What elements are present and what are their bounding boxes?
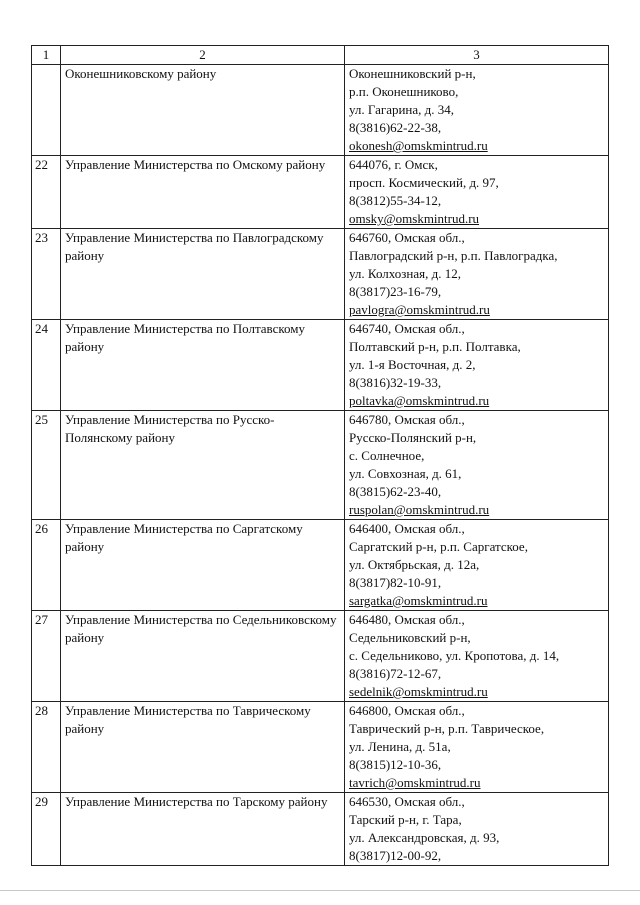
column-header-name: 2 — [61, 46, 345, 65]
address-line: р.п. Оконешниково, — [349, 84, 459, 99]
address-line: ул. 1-я Восточная, д. 2, — [349, 357, 476, 372]
address-line: Таврический р-н, р.п. Таврическое, — [349, 721, 545, 736]
row-number: 22 — [32, 156, 61, 229]
office-name: Управление Министерства по Русско-Полянскому району — [61, 411, 345, 520]
email-link[interactable]: sedelnik@omskmintrud.ru — [349, 684, 488, 699]
office-address — [345, 702, 609, 793]
table-row — [32, 320, 609, 411]
address-line: 8(3816)72-12-67, — [349, 666, 442, 681]
address-line: 646480, Омская обл., — [349, 612, 465, 627]
address-line: Русско-Полянский р-н, — [349, 430, 477, 445]
email-link[interactable]: sargatka@omskmintrud.ru — [349, 593, 488, 608]
address-line: 8(3815)12-10-36, — [349, 757, 442, 772]
office-address — [345, 320, 609, 411]
email-link[interactable]: okonesh@omskmintrud.ru — [349, 138, 488, 153]
row-number: 27 — [32, 611, 61, 702]
address-line: 8(3817)82-10-91, — [349, 575, 442, 590]
table-row — [32, 156, 609, 229]
address-line: 646760, Омская обл., — [349, 230, 465, 245]
address-line: 646780, Омская обл., — [349, 412, 465, 427]
office-name: Управление Министерства по Павлоградскому району — [61, 229, 345, 320]
table-row — [32, 702, 609, 793]
address-line: Тарский р-н, г. Тара, — [349, 812, 462, 827]
email-link[interactable]: pavlogra@omskmintrud.ru — [349, 302, 490, 317]
address-line: ул. Гагарина, д. 34, — [349, 102, 455, 117]
office-address — [345, 611, 609, 702]
address-line: 646740, Омская обл., — [349, 321, 465, 336]
row-number: 29 — [32, 793, 61, 866]
address-line: ул. Октябрьская, д. 12а, — [349, 557, 480, 572]
table-body — [32, 65, 609, 866]
office-name: Управление Министерства по Тарскому району — [61, 793, 345, 866]
office-address — [345, 65, 609, 156]
row-number: 23 — [32, 229, 61, 320]
office-name: Оконешниковскому району — [61, 65, 345, 156]
address-line: ул. Совхозная, д. 61, — [349, 466, 462, 481]
office-address — [345, 156, 609, 229]
address-line: 646800, Омская обл., — [349, 703, 465, 718]
office-name: Управление Министерства по Седельниковскому району — [61, 611, 345, 702]
office-address — [345, 793, 609, 866]
office-name: Управление Министерства по Саргатскому району — [61, 520, 345, 611]
address-line: 644076, г. Омск, — [349, 157, 438, 172]
address-line: 8(3817)23-16-79, — [349, 284, 442, 299]
address-line: 646400, Омская обл., — [349, 521, 465, 536]
office-address — [345, 411, 609, 520]
address-line: Саргатский р-н, р.п. Саргатское, — [349, 539, 528, 554]
office-name: Управление Министерства по Полтавскому району — [61, 320, 345, 411]
row-number: 24 — [32, 320, 61, 411]
row-number — [32, 65, 61, 156]
address-line: 8(3815)62-23-40, — [349, 484, 442, 499]
table-row — [32, 65, 609, 156]
table-row — [32, 520, 609, 611]
row-number: 26 — [32, 520, 61, 611]
address-line: Седельниковский р-н, — [349, 630, 471, 645]
address-line: ул. Ленина, д. 51а, — [349, 739, 451, 754]
table-row — [32, 793, 609, 866]
address-line: с. Солнечное, — [349, 448, 425, 463]
address-line: ул. Колхозная, д. 12, — [349, 266, 461, 281]
column-header-number: 1 — [32, 46, 61, 65]
address-line: 646530, Омская обл., — [349, 794, 465, 809]
address-line: 8(3816)32-19-33, — [349, 375, 442, 390]
address-line: Полтавский р-н, р.п. Полтавка, — [349, 339, 521, 354]
address-line: 8(3812)55-34-12, — [349, 193, 442, 208]
offices-table — [31, 45, 609, 866]
office-name: Управление Министерства по Омскому району — [61, 156, 345, 229]
table-row — [32, 411, 609, 520]
column-header-address: 3 — [345, 46, 609, 65]
address-line: 8(3816)62-22-38, — [349, 120, 442, 135]
address-line: просп. Космический, д. 97, — [349, 175, 499, 190]
email-link[interactable]: ruspolan@omskmintrud.ru — [349, 502, 490, 517]
email-link[interactable]: tavrich@omskmintrud.ru — [349, 775, 481, 790]
row-number: 28 — [32, 702, 61, 793]
address-line: с. Седельниково, ул. Кропотова, д. 14, — [349, 648, 560, 663]
office-address — [345, 229, 609, 320]
office-name: Управление Министерства по Таврическому району — [61, 702, 345, 793]
address-line: Павлоградский р-н, р.п. Павлоградка, — [349, 248, 558, 263]
address-line: 8(3817)12-00-92, — [349, 848, 442, 863]
table-row — [32, 611, 609, 702]
address-line: ул. Александровская, д. 93, — [349, 830, 500, 845]
email-link[interactable]: poltavka@omskmintrud.ru — [349, 393, 490, 408]
table-row — [32, 229, 609, 320]
header-row — [32, 46, 609, 65]
page-bottom-edge — [0, 890, 640, 891]
row-number: 25 — [32, 411, 61, 520]
email-link[interactable]: omsky@omskmintrud.ru — [349, 211, 480, 226]
office-address — [345, 520, 609, 611]
address-line: Оконешниковский р-н, — [349, 66, 476, 81]
